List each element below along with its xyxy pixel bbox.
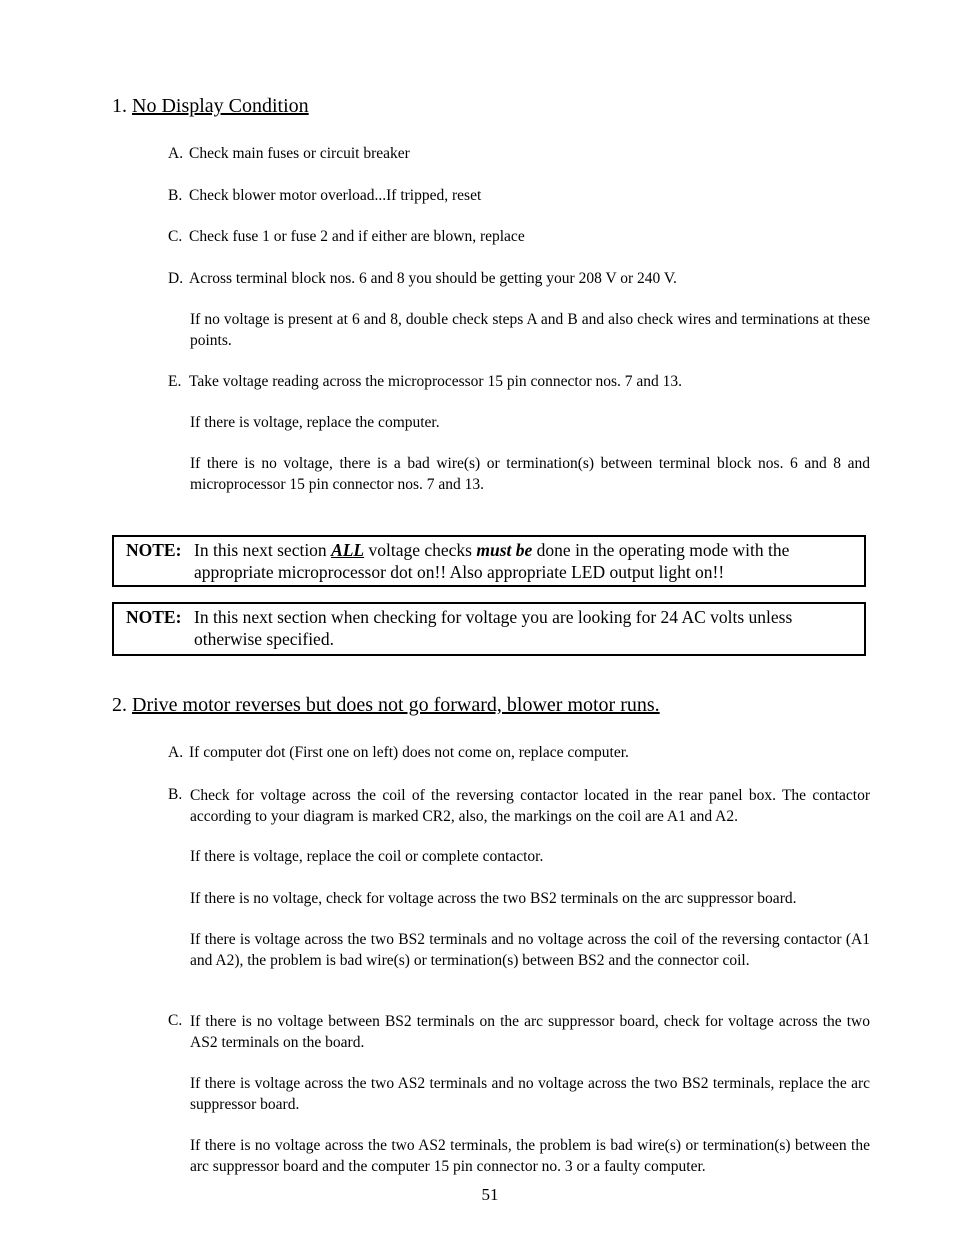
note-box: [112, 535, 866, 587]
note-label: NOTE:: [126, 607, 182, 627]
note-text-part: voltage checks: [364, 540, 477, 560]
item-text: If computer dot (First one on left) does not come on, replace computer.: [189, 744, 629, 761]
item-label: A.: [168, 145, 184, 162]
item-label: B.: [168, 187, 183, 204]
list-item: [168, 187, 481, 205]
note-text: [194, 539, 856, 583]
note-emphasis: must be: [476, 540, 533, 560]
item-c-paragraph: If there is voltage across the two AS2 terminals and no voltage across the two BS2 terminals, replace the arc suppressor board.: [190, 1075, 870, 1113]
item-label: C.: [168, 1012, 183, 1029]
list-item: [168, 145, 410, 163]
item-label: C.: [168, 228, 183, 245]
item-c-paragraph: If there is no voltage across the two AS2 terminals, the problem is bad wire(s) or termination(s) between the arc suppressor board and the computer 15 pin connector no. 3 or a faulty computer.: [190, 1137, 870, 1175]
item-text: Check main fuses or circuit breaker: [189, 145, 410, 162]
list-item: [168, 270, 677, 288]
note-text-part: In this next section: [194, 540, 332, 560]
item-label: E.: [168, 373, 182, 390]
item-b-paragraph: If there is voltage across the two BS2 terminals and no voltage across the coil of the reversing contactor (A1 and A2), the problem is bad wire(s) or termination(s) between BS2 and the connector coil.: [190, 931, 870, 969]
item-b-paragraph: If there is no voltage, check for voltage across the two BS2 terminals on the arc suppressor board.: [190, 890, 797, 907]
list-item: [168, 1012, 189, 1030]
page-number: 51: [481, 1185, 499, 1204]
item-label: A.: [168, 744, 184, 761]
item-text: Check blower motor overload...If tripped, reset: [189, 187, 482, 204]
list-item: [168, 373, 682, 391]
note-text-part: done in the operating mode with the appropriate microprocessor dot on!! Also appropriate LED output light on!!: [194, 540, 790, 582]
item-d-paragraph: If no voltage is present at 6 and 8, double check steps A and B and also check wires and terminations at these points.: [190, 311, 870, 349]
item-text: Take voltage reading across the microprocessor 15 pin connector nos. 7 and 13.: [189, 373, 683, 390]
section-1-number: 1.: [112, 95, 127, 117]
item-text: Across terminal block nos. 6 and 8 you should be getting your 208 V or 240 V.: [189, 270, 677, 287]
list-item: [168, 744, 629, 762]
section-1-title: No Display Condition: [132, 95, 309, 117]
note-label: NOTE:: [126, 540, 182, 560]
item-text: Check for voltage across the coil of the reversing contactor located in the rear panel box. The contactor according to your diagram is marked CR2, also, the markings on the coil are A1 and A2.: [190, 787, 870, 825]
item-text: If there is no voltage between BS2 terminals on the arc suppressor board, check for voltage across the two AS2 terminals on the board.: [190, 1013, 870, 1051]
section-1-heading: [112, 95, 309, 118]
item-e-paragraph: If there is voltage, replace the computer.: [190, 414, 440, 431]
section-2-number: 2.: [112, 694, 127, 716]
item-b-paragraph: If there is voltage, replace the coil or complete contactor.: [190, 848, 544, 865]
section-2-title: Drive motor reverses but does not go forward, blower motor runs.: [132, 694, 660, 716]
item-label: B.: [168, 786, 183, 803]
item-e-paragraph: If there is no voltage, there is a bad wire(s) or termination(s) between terminal block nos. 6 and 8 and microprocessor 15 pin connector nos. 7 and 13.: [190, 455, 870, 493]
section-2-heading: [112, 694, 660, 717]
list-item: [168, 228, 525, 246]
note-text: In this next section when checking for voltage you are looking for 24 AC volts unless otherwise specified.: [194, 607, 793, 649]
item-text: Check fuse 1 or fuse 2 and if either are blown, replace: [189, 228, 525, 245]
item-label: D.: [168, 270, 184, 287]
note-emphasis: ALL: [331, 540, 365, 560]
note-box: [112, 602, 866, 656]
list-item: [168, 786, 189, 804]
